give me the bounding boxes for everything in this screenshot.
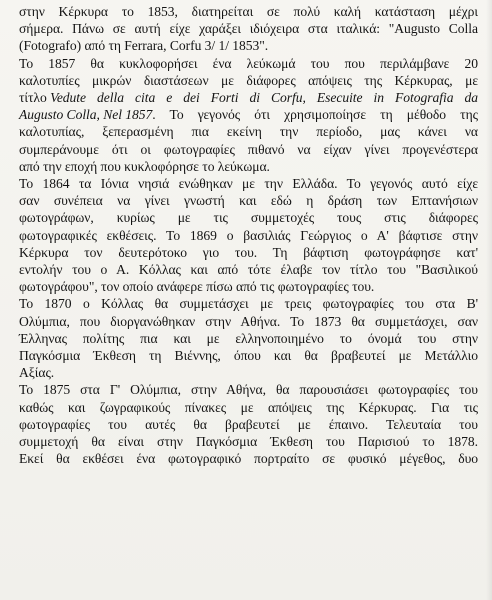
text-line — [19, 89, 478, 106]
text-line: φωτογράφων, κυρίως με τις συμμετοχές τους στις διάφορες — [19, 210, 478, 226]
text-line: φωτογραφικές εκθέσεις. Το 1869 ο βασιλιάς Γεώργιος ο Α' βάφτισε στην — [19, 227, 478, 243]
text-line: Το 1870 ο Κόλλας θα συμμετάσχει με τρεις φωτογραφίες του στα Β' — [19, 296, 478, 312]
text-line: Το 1875 στα Γ' Ολύμπια, στην Αθήνα, θα παρουσιάσει φωτογραφίες του — [19, 382, 478, 398]
text-line: εντολήν του ο Α. Κόλλας και από τότε έλαβε τον τίτλο του "Βασιλικού — [19, 262, 478, 278]
text-line: συμπεράνουμε ότι οι φωτογραφίες πιθανό να είχαν γίνει προγενέστερα — [19, 141, 478, 157]
text-span: . Το γεγονός ότι χρησιμοποίησε τη μέθοδο της — [152, 107, 478, 123]
text-span: τίτλο — [19, 90, 51, 106]
paragraph-3 — [19, 175, 478, 295]
text-line: συμμετοχή θα είναι στην Παγκόσμια Έκθεση του Παρισιού το 1878. — [19, 434, 478, 450]
text-line: σήμερα. Πάνω σε αυτή είχε χαράξει ιδιόχειρα στα ιταλικά: "Augusto Colla — [19, 21, 478, 37]
text-line: Εκεί θα εκθέσει ένα φωτογραφικό πορτραίτο σε φυσικό μέγεθος, δυο — [19, 451, 478, 467]
text-line: φωτογράφου", τον οποίο ανάφερε πίσω από τις φωτογραφίες του. — [19, 279, 375, 295]
text-line: Το 1857 θα κυκλοφορήσει ένα λεύκωμά του που περιλάμβανε 20 — [19, 55, 478, 71]
text-line — [19, 106, 478, 123]
text-line: στην Κέρκυρα το 1853, διατηρείται σε πολύ καλή κατάσταση μέχρι — [19, 4, 478, 19]
text-line: Παγκόσμια Έκθεση τη Βιέννης, όπου και θα βραβευτεί με Μετάλλιο — [19, 348, 478, 364]
text-line: (Fotografo) από τη Ferrara, Corfu 3/ 1/ 1853". — [19, 38, 269, 54]
italic-title: Vedute della cita e dei Forti di Corfu, Esecuite in Fotografia da — [50, 90, 478, 106]
paragraph-1 — [19, 3, 478, 55]
text-line: σαν συνέπεια να γίνει γνωστή και εδώ η δράση των Επτανήσιων — [19, 193, 478, 209]
text-line: Ολύμπια, που διοργανώθηκαν στην Αθήνα. Το 1873 θα συμμετάσχει, σαν — [19, 313, 478, 329]
paragraph-5 — [19, 381, 478, 467]
text-line: καλοτυπίες μικρών διαστάσεων με διάφορες απόψεις της Κέρκυρας, με — [19, 72, 478, 88]
text-line: Έλληνας πολίτης πια και με ελληνοποιημένο το όνομά του στην — [19, 330, 478, 346]
paragraph-2 — [19, 55, 478, 175]
text-line: καθώς και ζωγραφικούς πίνακες με απόψεις της Κέρκυρας. Για τις — [19, 399, 478, 415]
page-edge-shadow — [486, 0, 492, 600]
text-line: καλοτυπίας, ξεπερασμένη πια εκείνη την περίοδο, μας κάνει να — [19, 124, 478, 140]
text-line: φωτογραφίες του αυτές θα βραβευτεί με έπαινο. Τελευταία του — [19, 416, 478, 432]
text-line: Το 1864 τα Ιόνια νησιά ενώθηκαν με την Ελλάδα. Το γεγονός αυτό είχε — [19, 176, 478, 192]
text-line: από την εποχή που κυκλοφόρησε το λεύκωμα. — [19, 158, 270, 174]
paragraph-4 — [19, 295, 478, 381]
italic-title: Augusto Colla, Nel 1857 — [19, 107, 153, 123]
text-line: Αξίας. — [19, 365, 55, 381]
text-line: Κέρκυρα τον δευτερότοκο γιο του. Τη βάφτιση φωτογράφησε κατ' — [19, 244, 478, 260]
